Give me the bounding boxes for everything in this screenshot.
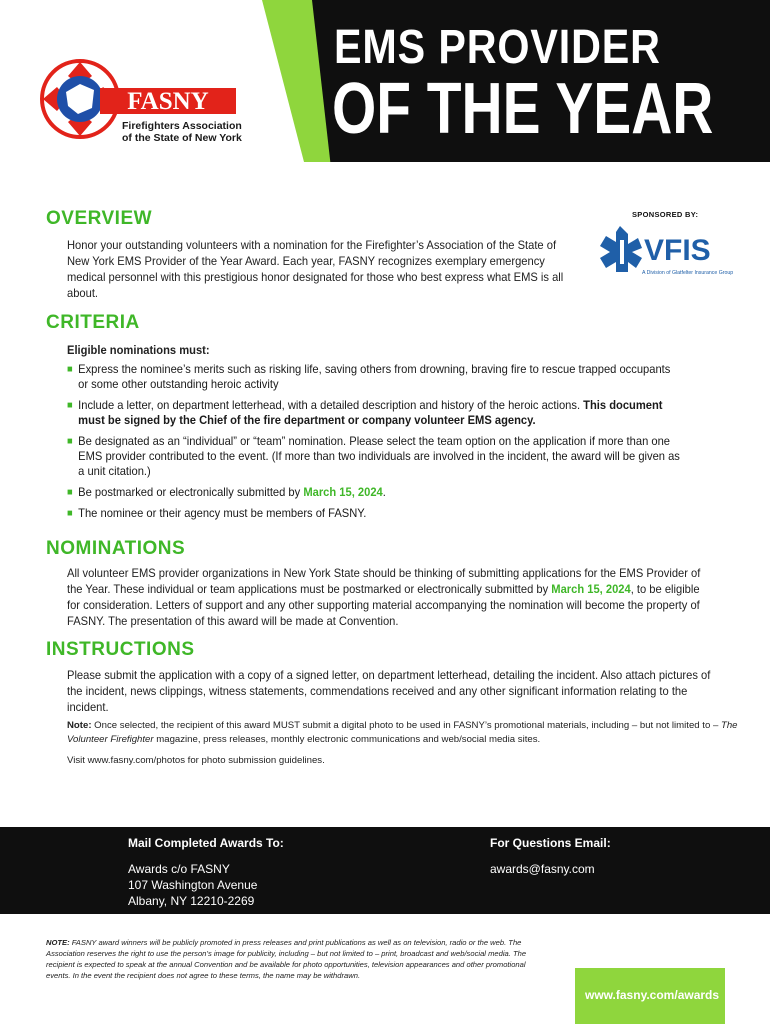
- criteria-item-text: Include a letter, on department letterhead, with a detailed description and history of the heroic actions.: [78, 398, 584, 412]
- criteria-item: [67, 434, 681, 479]
- email-link[interactable]: awards@fasny.com: [490, 862, 595, 876]
- footer-note: [46, 937, 546, 981]
- instructions-note: [67, 719, 747, 747]
- footer-note-text: FASNY award winners will be publicly promoted in press releases and print publications as well as on television, radio or the web. The Association reserves the right to use the person’s image for publicity, including – but not limited to – print, broadcast and web/social media. The recipient is expected to speak at the annual Convention and be available for photo opportunities, television appearances and other promotional events. In the event the recipient does not agree to these terms, the name may be withdrawn.: [46, 938, 527, 980]
- nominations-heading: NOMINATIONS: [46, 538, 186, 559]
- criteria-item-bold: This document must be signed by the Chief of the fire department or company volunteer EMS agency.: [78, 398, 663, 427]
- questions-block: [490, 835, 611, 877]
- overview-heading: OVERVIEW: [46, 208, 153, 229]
- bullet-icon: ■: [67, 436, 73, 447]
- logo-subtitle-line2: of the State of New York: [122, 132, 242, 144]
- mail-line: Awards c/o FASNY: [128, 862, 230, 876]
- criteria-item: [67, 398, 681, 428]
- instructions-heading: INSTRUCTIONS: [46, 639, 195, 660]
- vfis-logo: [596, 224, 736, 276]
- mail-line: 107 Washington Avenue: [128, 878, 258, 892]
- mail-line: Albany, NY 12210-2269: [128, 894, 255, 908]
- criteria-list: [67, 362, 681, 527]
- criteria-item-text: Express the nominee’s merits such as risking life, saving others from drowning, braving fire to rescue trapped occupants or some other outstanding heroic activity: [78, 362, 671, 391]
- logo-subtitle: [122, 120, 242, 144]
- criteria-item-text: Be postmarked or electronically submitted by: [78, 485, 304, 499]
- criteria-item: [67, 506, 681, 521]
- logo-subtitle-line1: Firefighters Association: [122, 120, 242, 132]
- nominations-text-part2: , to be eligible for consideration. Letters of support and any other supporting material accompanying the nomination will become the property of FASNY. The presentation of this award will be made at Convention.: [67, 582, 700, 628]
- mail-block: [128, 835, 284, 909]
- note-text: magazine, press releases, monthly electronic communications and web/social media sites.: [153, 734, 541, 745]
- criteria-item-text: Be designated as an “individual” or “team” nomination. Please select the team option on the application if more than one EMS provider contributed to the event. (If more than two individuals are involved in the incident, the award will be given as a unit citation.): [78, 434, 680, 478]
- criteria-item-text: The nominee or their agency must be members of FASNY.: [78, 506, 367, 520]
- logo-text: FASNY: [127, 88, 209, 115]
- vfis-tagline: A Division of Glatfelter Insurance Group: [642, 270, 734, 276]
- nominations-text-part1: All volunteer EMS provider organizations in New York State should be thinking of submitting applications for the EMS Provider of the Year. These individual or team applications must be postmarked or electronically submitted by: [67, 566, 701, 596]
- star-of-life-icon: [600, 226, 642, 272]
- nominations-text: [67, 565, 709, 629]
- note-label: Note:: [67, 720, 92, 731]
- deadline-date: March 15, 2024: [551, 582, 631, 596]
- website-box[interactable]: [575, 968, 725, 1024]
- note-text: Once selected, the recipient of this award MUST submit a digital photo to be used in FASNY’s promotional materials, including – but not limited to –: [91, 720, 719, 731]
- mail-title: Mail Completed Awards To:: [128, 836, 284, 850]
- questions-title: For Questions Email:: [490, 836, 611, 850]
- magazine-title: The Volunteer Firefighter: [67, 720, 738, 745]
- overview-text: Honor your outstanding volunteers with a nomination for the Firefighter’s Association of the State of New York EMS Provider of the Year Award. Each year, FASNY recognizes exemplary emergency medical personnel with this prestigious honor designated for those who best express what EMS is all about.: [67, 238, 564, 300]
- visit-text: Visit www.fasny.com/photos for photo submission guidelines.: [67, 755, 325, 766]
- website-link[interactable]: www.fasny.com/awards: [585, 988, 720, 1002]
- bullet-icon: ■: [67, 508, 73, 519]
- instructions-text: Please submit the application with a copy of a signed letter, on department letterhead, detailing the incident. Also attach pictures of the incident, news clippings, witness statements, commendations received and any other significant information relating to the incident.: [67, 668, 711, 714]
- criteria-item-text: .: [382, 485, 386, 499]
- deadline-date: March 15, 2024: [303, 485, 383, 499]
- contact-band: [0, 827, 770, 914]
- footer-note-label: NOTE:: [46, 938, 70, 947]
- page-title-line1: EMS PROVIDER: [334, 21, 661, 74]
- vfis-brand: VFIS: [644, 234, 711, 267]
- criteria-item: [67, 362, 681, 392]
- page-title-line2: OF THE YEAR: [332, 69, 714, 149]
- criteria-intro: Eligible nominations must:: [67, 343, 210, 357]
- criteria-heading: CRITERIA: [46, 312, 140, 333]
- sponsor-label: SPONSORED BY:: [632, 210, 699, 219]
- criteria-item: [67, 485, 681, 500]
- bullet-icon: ■: [67, 364, 73, 375]
- bullet-icon: ■: [67, 487, 73, 498]
- bullet-icon: ■: [67, 400, 73, 411]
